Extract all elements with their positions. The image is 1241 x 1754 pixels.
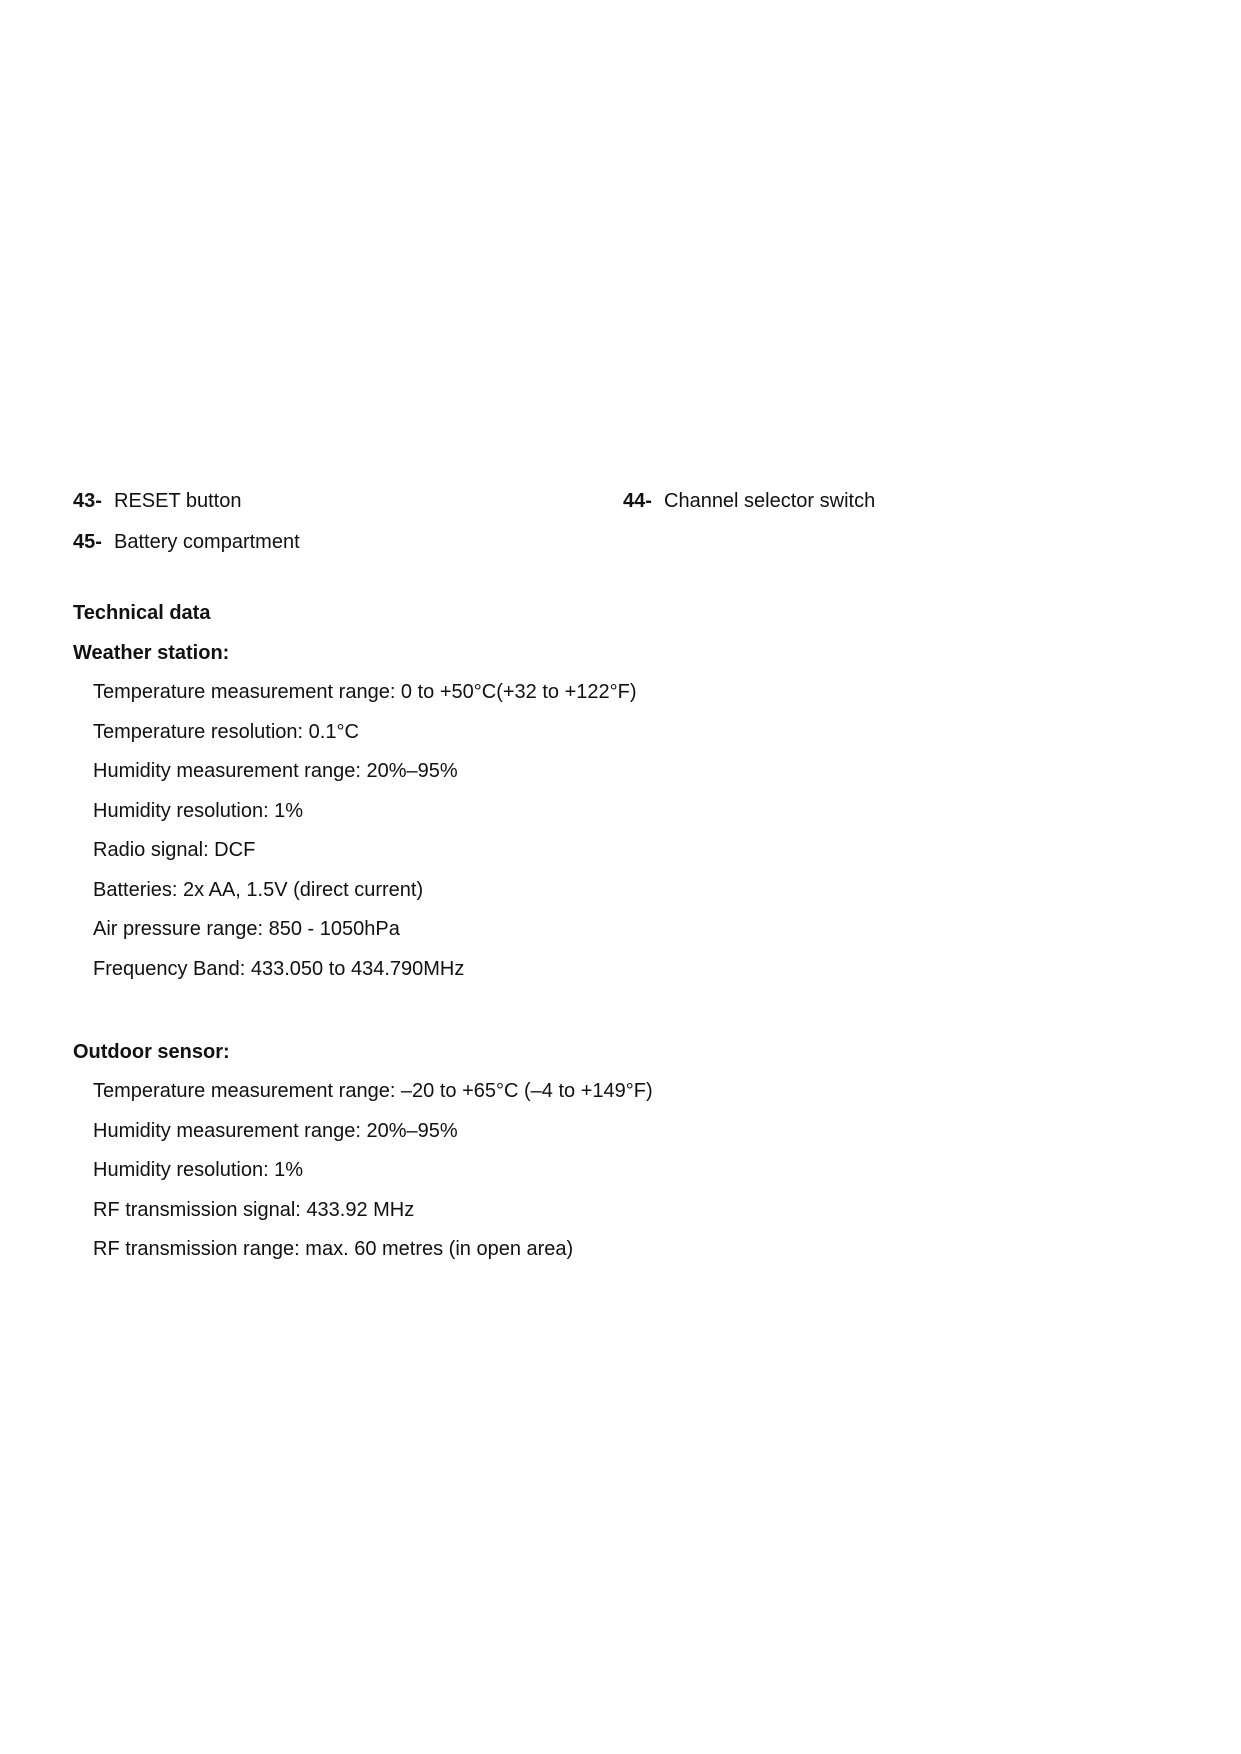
weather-station-heading: Weather station: bbox=[73, 641, 230, 664]
spec-item: Humidity measurement range: 20%–95% bbox=[93, 760, 458, 783]
spec-item: Temperature measurement range: –20 to +65°C (–4 to +149°F) bbox=[93, 1080, 653, 1103]
part-label: Battery compartment bbox=[114, 531, 300, 553]
spec-item: Frequency Band: 433.050 to 434.790MHz bbox=[93, 957, 465, 980]
outdoor-sensor-section bbox=[73, 1032, 653, 1270]
parts-row bbox=[73, 522, 1173, 563]
part-item bbox=[73, 531, 636, 554]
technical-data-heading: Technical data bbox=[73, 601, 211, 624]
part-label: RESET button bbox=[114, 490, 242, 512]
spec-item: Humidity measurement range: 20%–95% bbox=[93, 1119, 458, 1142]
part-item bbox=[623, 490, 1173, 513]
spec-item: Temperature measurement range: 0 to +50°C(+32 to +122°F) bbox=[93, 681, 637, 704]
part-number: 44- bbox=[623, 490, 652, 512]
spec-item: Radio signal: DCF bbox=[93, 839, 256, 862]
spec-item: RF transmission signal: 433.92 MHz bbox=[93, 1198, 415, 1221]
spec-item: RF transmission range: max. 60 metres (in open area) bbox=[93, 1238, 574, 1261]
spec-item: Humidity resolution: 1% bbox=[93, 799, 304, 822]
spec-item: Humidity resolution: 1% bbox=[93, 1159, 304, 1182]
parts-row bbox=[73, 481, 1173, 522]
parts-list bbox=[73, 481, 1173, 563]
spec-item: Temperature resolution: 0.1°C bbox=[93, 720, 359, 743]
part-item bbox=[73, 490, 623, 513]
weather-station-specs bbox=[73, 673, 637, 989]
spec-item: Batteries: 2x AA, 1.5V (direct current) bbox=[93, 878, 424, 901]
weather-station-section bbox=[73, 593, 637, 989]
outdoor-sensor-specs bbox=[73, 1072, 653, 1270]
part-label: Channel selector switch bbox=[664, 490, 876, 512]
spec-item: Air pressure range: 850 - 1050hPa bbox=[93, 918, 400, 941]
part-number: 45- bbox=[73, 531, 102, 553]
outdoor-sensor-heading: Outdoor sensor: bbox=[73, 1040, 230, 1063]
part-number: 43- bbox=[73, 490, 102, 512]
